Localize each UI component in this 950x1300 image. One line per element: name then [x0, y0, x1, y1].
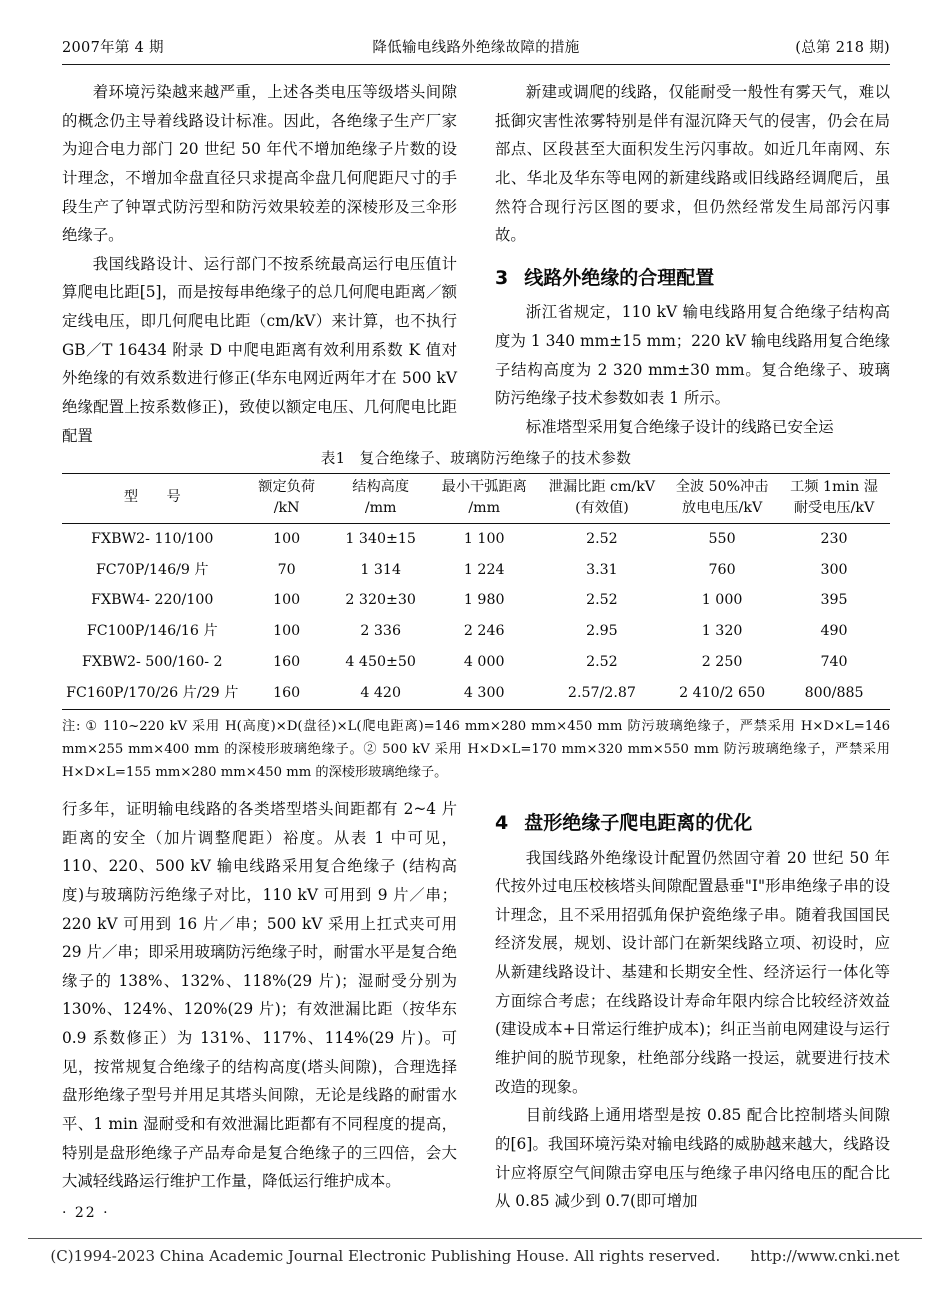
copyright-text: (C)1994-2023 China Academic Journal Electronic Publishing House. All rights reserved.: [50, 1247, 721, 1265]
cell-leakage-ratio: 3.31: [586, 561, 618, 578]
table-body: [62, 524, 890, 710]
paragraph: 我国线路设计、运行部门不按系统最高运行电压值计算爬电比距[5]，而是按每串绝缘子的总几何爬电距离／额定线电压，即几何爬电比距（cm/kV）来计算，也不执行 GB／T 16434 附录 D 中爬电距离有效利用系数 K 值对外绝缘的有效系数进行修正(华东电网近两年才在 500 kV 绝缘配置上按系数修正)，致使以额定电压、几何爬电比距配置: [62, 254, 457, 445]
cell-model: FC70P/146/9 片: [95, 561, 209, 578]
cell-leakage-ratio: 2.52: [586, 592, 618, 609]
paragraph: 新建或调爬的线路，仅能耐受一般性有雾天气，难以抵御灾害性浓雾特别是伴有湿沉降天气的侵害，仍会在局部点、区段甚至大面积发生污闪事故。如近几年南网、东北、华北及华东等电网的新建线路或旧线路经调爬后，虽然符合现行污区图的要求，但仍然经常发生局部污闪事故。: [495, 83, 890, 245]
header-issue-number: (总第 218 期): [795, 40, 890, 56]
upper-right-column: [495, 78, 890, 442]
paragraph: 着环境污染越来越严重，上述各类电压等级塔头间隙的概念仍主导着线路设计标准。因此，各绝缘子生产厂家为迎合电力部门 20 世纪 50 年代不增加绝缘子片数的设计理念，不增加伞盘直径只求提高伞盘几何爬距尺寸的手段生产了钟罩式防污型和防污效果较差的深棱形及三伞形绝缘子。: [62, 83, 457, 245]
col-header-wet-withstand: [778, 474, 890, 524]
cell-structure-height: 4 420: [360, 685, 401, 702]
table-row: [62, 555, 890, 586]
header-divider: [62, 64, 890, 65]
col-header-line: 结构高度: [352, 479, 410, 495]
cell-min-arc-distance: 4 000: [463, 654, 505, 671]
paragraph: 浙江省规定，110 kV 输电线路用复合绝缘子结构高度为 1 340 mm±15 mm；220 kV 输电线路用复合绝缘子结构高度为 2 320 mm±30 mm。复合绝缘子、玻璃防污绝缘子技术参数如表 1 所示。: [495, 303, 890, 408]
section-title: 盘形绝缘子爬电距离的优化: [524, 812, 753, 834]
cell-model: FXBW2- 110/100: [91, 530, 214, 547]
col-header-min-arc-distance: [431, 474, 538, 524]
cell-rated-load: 100: [273, 592, 301, 609]
cell-structure-height: 4 450±50: [345, 654, 416, 671]
table-note-label: 注:: [62, 719, 81, 735]
cell-wet-withstand: 800/885: [804, 685, 864, 702]
table-caption: [62, 447, 890, 468]
paragraph: 标准塔型采用复合绝缘子设计的线路已安全运: [525, 417, 834, 436]
footer-divider: [28, 1238, 922, 1239]
cell-min-arc-distance: 4 300: [463, 685, 505, 702]
table-number: 表1: [320, 450, 346, 467]
lower-left-column: [62, 795, 457, 1196]
cell-wet-withstand: 230: [820, 530, 848, 547]
section-title: 线路外绝缘的合理配置: [524, 266, 715, 289]
page-number: · 22 ·: [62, 1205, 110, 1221]
cell-rated-load: 160: [273, 654, 301, 671]
table-1-block: [62, 447, 890, 785]
col-header-rated-load: [243, 474, 331, 524]
cell-model: FXBW2- 500/160- 2: [82, 654, 223, 671]
col-header-leakage-ratio: [538, 474, 666, 524]
footer-copyright: [28, 1247, 922, 1265]
cell-structure-height: 1 340±15: [345, 530, 416, 547]
cell-leakage-ratio: 2.52: [586, 530, 618, 547]
cell-impulse-voltage: 550: [708, 530, 736, 547]
header-issue-date: 2007年第 4 期: [62, 40, 164, 56]
cell-leakage-ratio: 2.52: [586, 654, 618, 671]
table-head: [62, 474, 890, 524]
table-row: [62, 617, 890, 648]
cell-rated-load: 100: [273, 623, 301, 640]
cell-min-arc-distance: 2 246: [463, 623, 505, 640]
col-header-line: /kN: [273, 499, 300, 516]
table-title: 复合绝缘子、玻璃防污绝缘子的技术参数: [359, 450, 632, 467]
table-note: [62, 716, 890, 784]
header-article-title: 降低输电线路外绝缘故障的措施: [372, 40, 580, 56]
col-header-line: 全波 50%冲击: [675, 479, 769, 495]
col-header-line: 工频 1min 湿: [790, 479, 878, 495]
paragraph: 目前线路上通用塔型是按 0.85 配合比控制塔头间隙的[6]。我国环境污染对输电线路的威胁越来越大，线路设计应将原空气间隙击穿电压与绝缘子串闪络电压的配合比从 0.85 减少到 0.7(即可增加: [495, 1106, 890, 1211]
cell-impulse-voltage: 2 250: [701, 654, 743, 671]
col-header-line: 最小干弧距离: [441, 479, 527, 495]
table-row: [62, 524, 890, 555]
cell-leakage-ratio: 2.95: [586, 623, 618, 640]
cell-min-arc-distance: 1 224: [463, 561, 505, 578]
cell-model: FC160P/170/26 片/29 片: [66, 685, 239, 702]
section-heading-4: [495, 809, 890, 838]
table-row: [62, 648, 890, 679]
col-header-line: /mm: [364, 499, 397, 516]
page-header: [62, 36, 890, 62]
col-header-structure-height: [331, 474, 431, 524]
paragraph: 我国线路外绝缘设计配置仍然固守着 20 世纪 50 年代按外过电压校核塔头间隙配置悬垂"I"形串绝缘子串的设计理念，且不采用招弧角保护瓷绝缘子串。随着我国国民经济发展，规划、设计部门在新架线路立项、初设时，应从新建线路设计、基建和长期安全性、经济运行一体化等方面综合考虑；在线路设计寿命年限内综合比较经济效益(建设成本+日常运行维护成本)；纠正当前电网建设与运行维护间的脱节现象，杜绝部分线路一投运，就要进行技术改造的现象。: [495, 848, 890, 1096]
table-note-text: ① 110~220 kV 采用 H(高度)×D(盘径)×L(爬电距离)=146 mm×280 mm×450 mm 防污玻璃绝缘子，严禁采用 H×D×L=146 mm×255 mm×400 mm 的深棱形玻璃绝缘子。② 500 kV 采用 H×D×L=170 mm×320 mm×550 mm 防污玻璃绝缘子，严禁采用 H×D×L=155 mm×280 mm×450 mm 的深棱形玻璃绝缘子。: [62, 719, 890, 780]
technical-parameters-table: [62, 473, 890, 710]
cell-impulse-voltage: 2 410/2 650: [679, 685, 766, 702]
col-header-line: 放电电压/kV: [681, 499, 763, 516]
section-number: 4: [495, 812, 509, 834]
col-header-line: (有效值): [575, 499, 629, 516]
lower-right-column: [495, 795, 890, 1216]
cell-rated-load: 160: [273, 685, 301, 702]
col-header-impulse-voltage: [666, 474, 778, 524]
cnki-url[interactable]: http://www.cnki.net: [750, 1247, 900, 1265]
cell-min-arc-distance: 1 980: [463, 592, 505, 609]
col-header-line: /mm: [468, 499, 501, 516]
cell-rated-load: 100: [273, 530, 301, 547]
col-header-model: [62, 474, 243, 524]
cell-wet-withstand: 300: [820, 561, 848, 578]
cell-leakage-ratio: 2.57/2.87: [567, 685, 636, 702]
cell-model: FC100P/146/16 片: [86, 623, 218, 640]
table-row: [62, 679, 890, 710]
upper-left-column: [62, 78, 457, 450]
cell-structure-height: 1 314: [360, 561, 401, 578]
section-number: 3: [495, 266, 509, 289]
cell-model: FXBW4- 220/100: [91, 592, 214, 609]
cell-wet-withstand: 740: [820, 654, 848, 671]
cell-wet-withstand: 490: [820, 623, 848, 640]
col-header-line: 型 号: [123, 489, 181, 506]
cell-structure-height: 2 320±30: [345, 592, 416, 609]
cell-impulse-voltage: 1 000: [701, 592, 743, 609]
section-heading-3: [495, 264, 890, 293]
table-row: [62, 586, 890, 617]
cell-rated-load: 70: [277, 561, 296, 578]
cell-structure-height: 2 336: [360, 623, 401, 640]
col-header-line: 耐受电压/kV: [793, 499, 875, 516]
paragraph: 行多年，证明输电线路的各类塔型塔头间距都有 2~4 片距离的安全（加片调整爬距）裕度。从表 1 中可见，110、220、500 kV 输电线路采用复合绝缘子 (结构高度)与玻璃防污绝缘子对比，110 kV 可用到 9 片／串；220 kV 可用到 16 片／串；500 kV 采用上扛式夹可用 29 片／串；即采用玻璃防污绝缘子时，耐雷水平是复合绝缘子的 138%、132%、118%(29 片)；湿耐受分别为 130%、124%、120%(29 片)；有效泄漏比距（按华东 0.9 系数修正）为 131%、117%、114%(29 片)。可见，按常规复合绝缘子的结构高度(塔头间隙)，合理选择盘形绝缘子型号并用足其塔头间隙，无论是线路的耐雷水平、1 min 湿耐受和有效泄漏比距都有不同程度的提高，特别是盘形绝缘子产品寿命是复合绝缘子的三四倍，会大大减轻线路运行维护工作量，降低运行维护成本。: [62, 800, 457, 1191]
table-header-row: [62, 474, 890, 524]
cell-wet-withstand: 395: [820, 592, 848, 609]
col-header-line: 额定负荷: [258, 479, 316, 495]
cell-min-arc-distance: 1 100: [463, 530, 505, 547]
col-header-line: 泄漏比距 cm/kV: [548, 479, 656, 495]
cell-impulse-voltage: 760: [708, 561, 736, 578]
cell-impulse-voltage: 1 320: [701, 623, 743, 640]
